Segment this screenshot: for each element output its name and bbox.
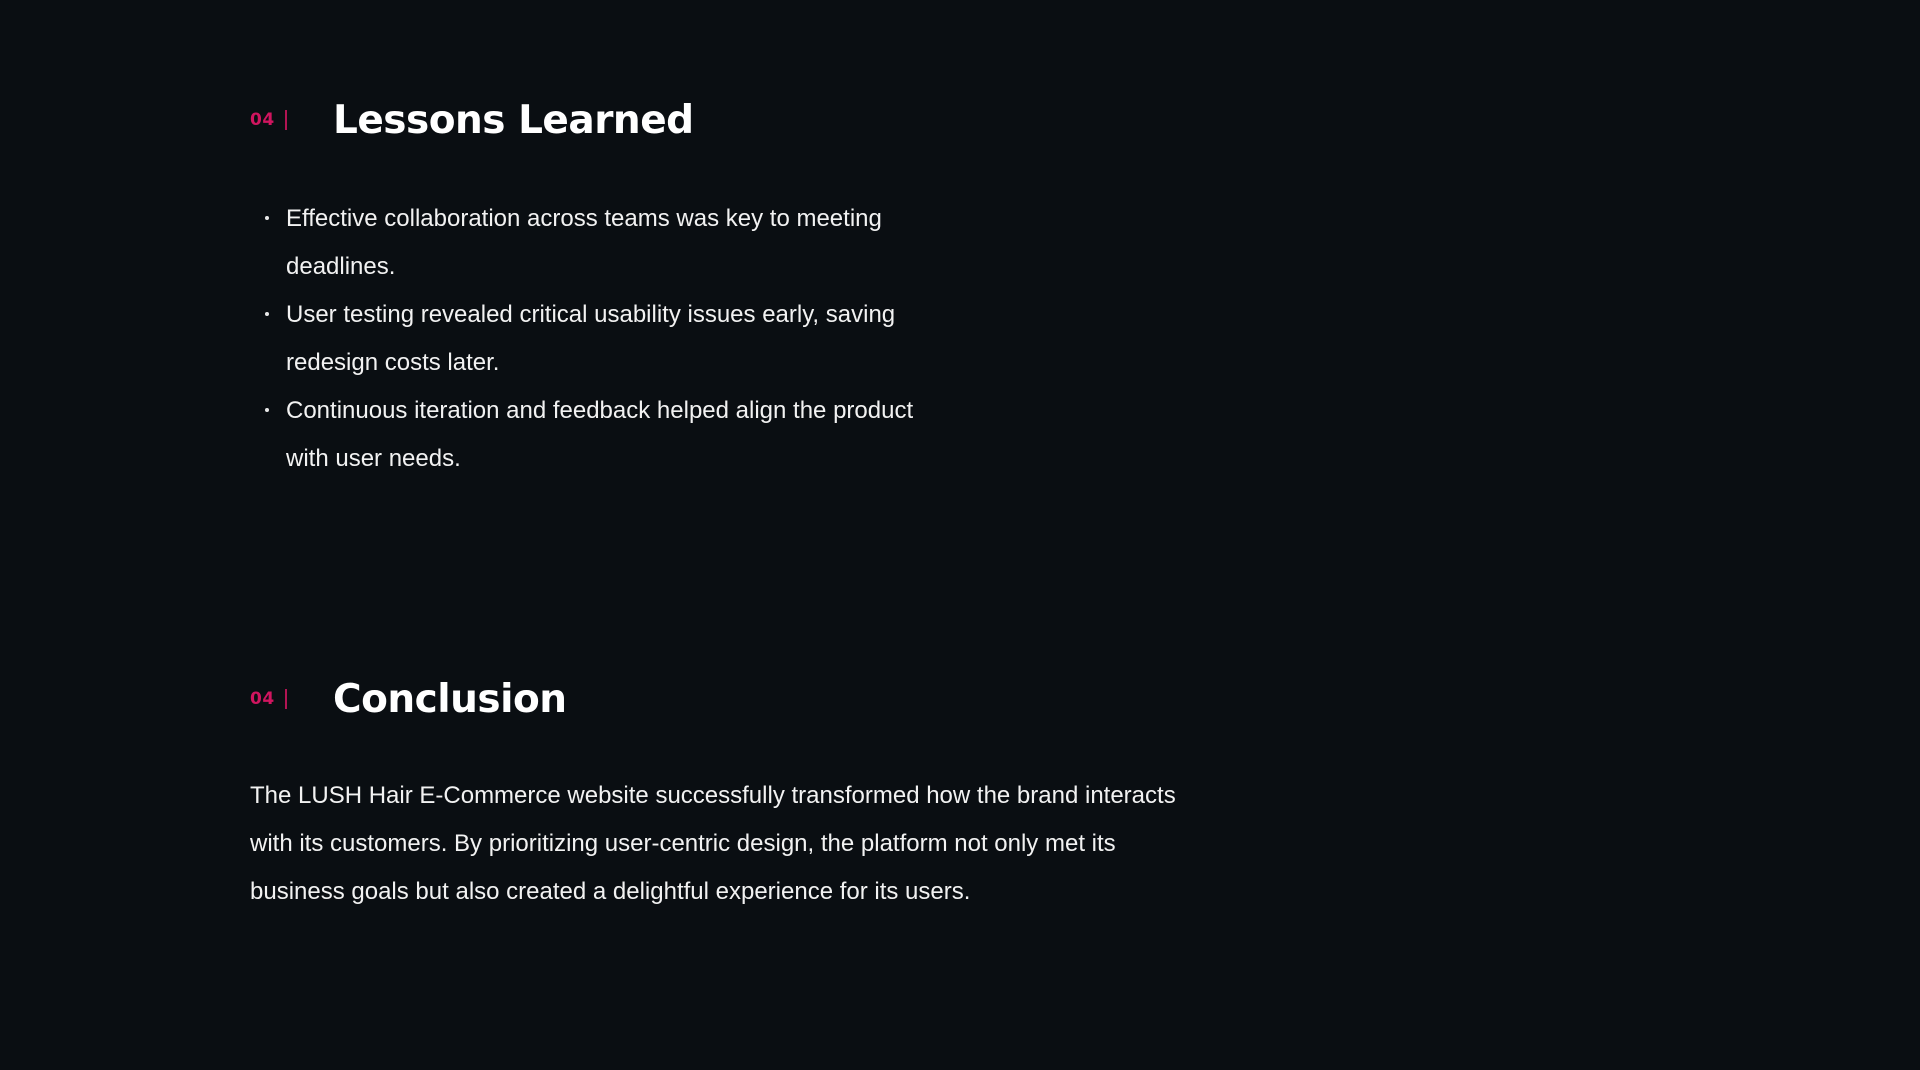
section-number: 04 [250, 689, 275, 709]
lessons-list [250, 195, 930, 483]
section-title: Conclusion [333, 676, 567, 722]
lessons-learned-section [250, 90, 930, 483]
list-item [250, 195, 930, 291]
conclusion-section [250, 669, 1210, 916]
list-item [250, 387, 930, 483]
list-item [250, 291, 930, 387]
section-header [250, 669, 1210, 729]
list-item-text: Continuous iteration and feedback helped align the product with user needs. [286, 397, 914, 472]
section-header [250, 90, 930, 150]
section-title: Lessons Learned [333, 97, 694, 143]
section-divider [285, 689, 287, 709]
bullet-icon [265, 312, 269, 316]
section-number: 04 [250, 110, 275, 130]
bullet-icon [265, 216, 269, 220]
conclusion-body: The LUSH Hair E-Commerce website successfully transformed how the brand interacts with its customers. By prioritizing user-centric design, the platform not only met its business goals but also created a delightful experience for its users. [250, 782, 1176, 905]
list-item-text: Effective collaboration across teams was key to meeting deadlines. [286, 205, 882, 280]
list-item-text: User testing revealed critical usability issues early, saving redesign costs later. [286, 301, 896, 376]
bullet-icon [265, 408, 269, 412]
section-divider [285, 110, 287, 130]
